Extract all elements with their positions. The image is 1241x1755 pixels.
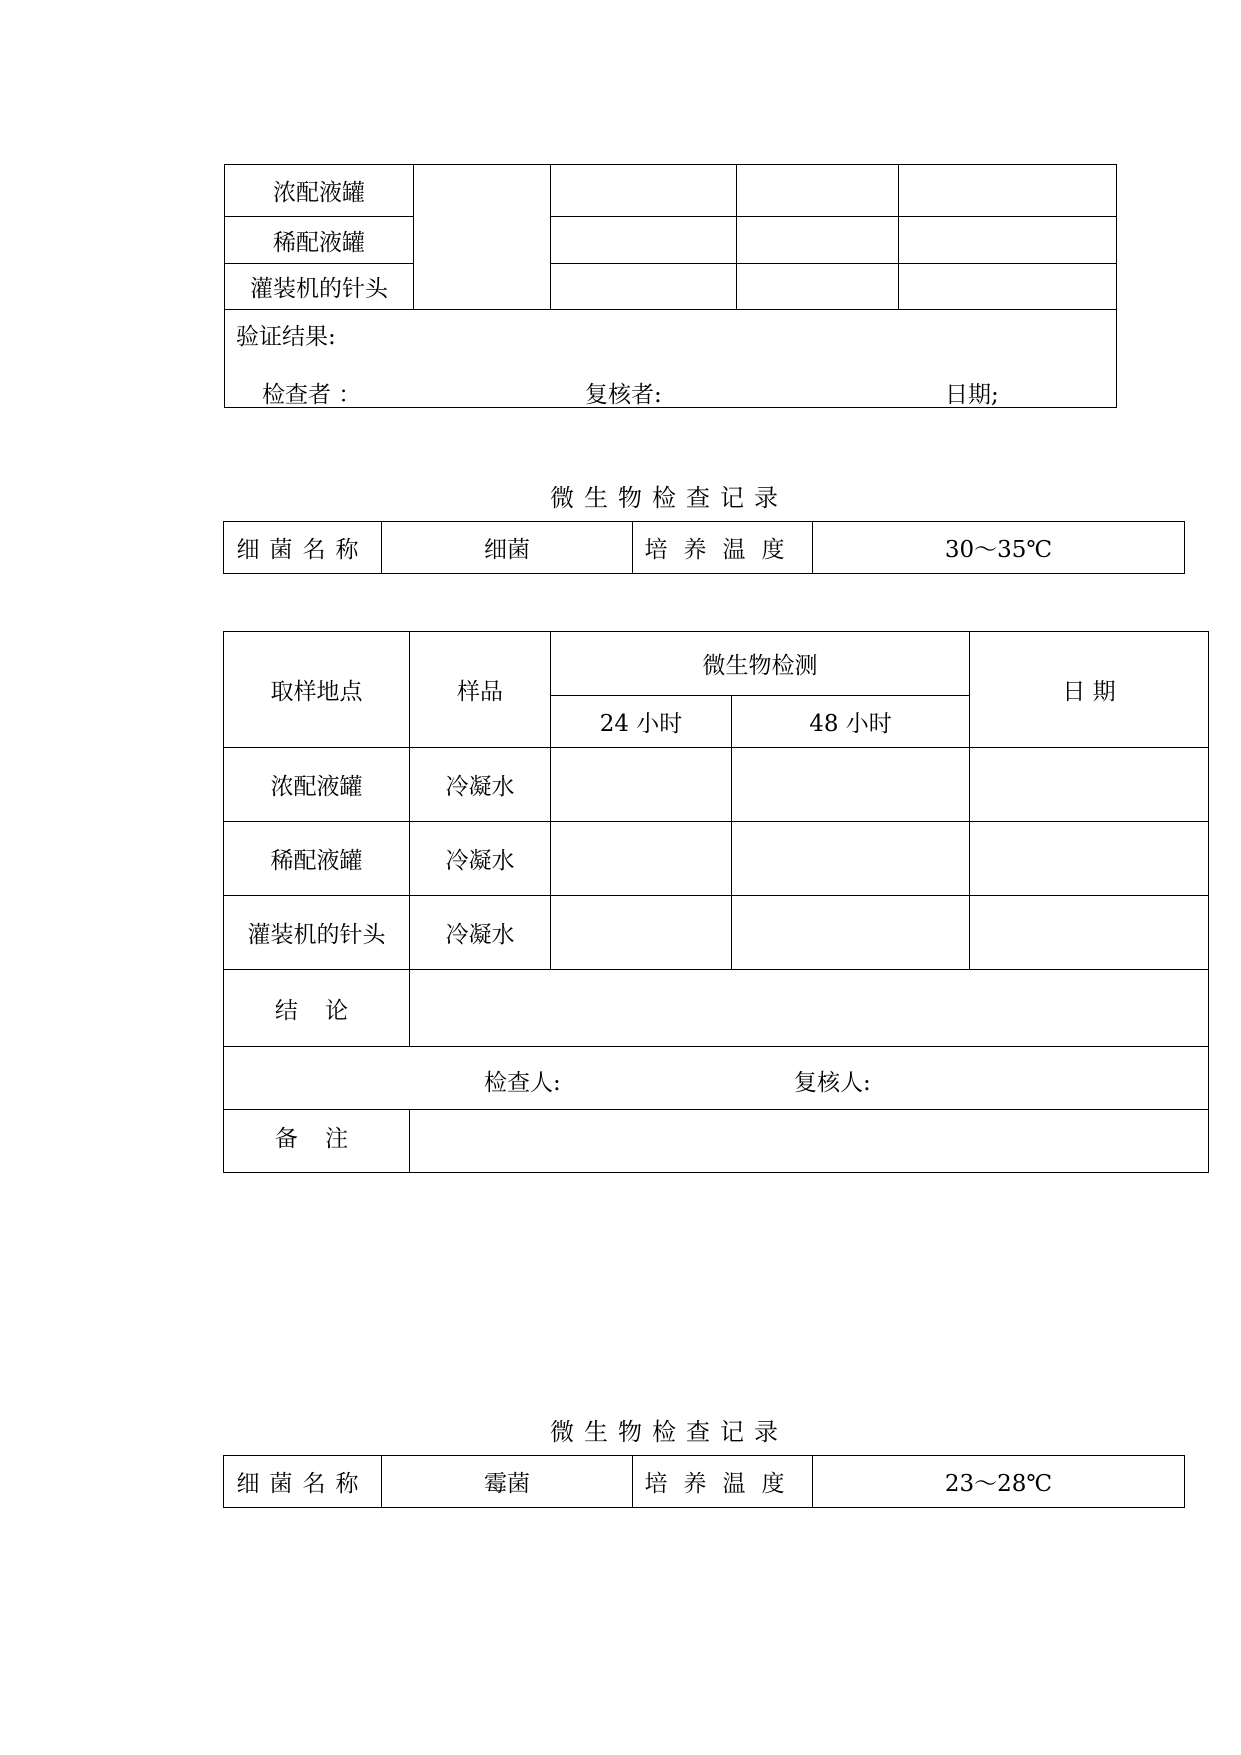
culture-temp-label: 培养温度 xyxy=(633,1456,813,1508)
remarks-value xyxy=(410,1110,1209,1173)
cell xyxy=(551,264,737,310)
cell xyxy=(970,748,1209,822)
validation-table xyxy=(224,164,1117,408)
section-title-2: 微生物检查记录 xyxy=(550,1418,788,1446)
cell xyxy=(970,822,1209,896)
row-label-1: 浓配液罐 xyxy=(225,165,414,217)
row-sample: 冷凝水 xyxy=(410,896,551,970)
section-title-1: 微生物检查记录 xyxy=(550,484,788,512)
reviewer-label: 复核者: xyxy=(585,382,662,408)
cell xyxy=(737,264,899,310)
header-location: 取样地点 xyxy=(224,632,410,748)
cell xyxy=(737,165,899,217)
cell xyxy=(732,896,970,970)
conclusion-label: 结 论 xyxy=(224,970,410,1047)
row-sample: 冷凝水 xyxy=(410,748,551,822)
cell xyxy=(551,165,737,217)
row-label-2: 稀配液罐 xyxy=(225,217,414,264)
row-location: 浓配液罐 xyxy=(224,748,410,822)
cell xyxy=(551,822,732,896)
inspector-label: 检查者 ： xyxy=(262,382,362,408)
cell xyxy=(899,217,1117,264)
cell xyxy=(551,217,737,264)
cell xyxy=(551,748,732,822)
header-24h: 24 小时 xyxy=(551,696,732,748)
cell xyxy=(970,896,1209,970)
cell xyxy=(899,264,1117,310)
culture-info-table-1 xyxy=(223,521,1185,574)
merged-cell xyxy=(414,165,551,310)
reviewer-label: 复核人: xyxy=(794,1070,871,1096)
row-sample: 冷凝水 xyxy=(410,822,551,896)
conclusion-value xyxy=(410,970,1209,1047)
culture-temp-label: 培养温度 xyxy=(633,522,813,574)
cell xyxy=(732,748,970,822)
header-sample: 样品 xyxy=(410,632,551,748)
cell xyxy=(732,822,970,896)
cell xyxy=(737,217,899,264)
bacteria-name-value: 霉菌 xyxy=(382,1456,633,1508)
row-label-3: 灌装机的针头 xyxy=(225,264,414,310)
inspector-label: 检查人: xyxy=(484,1070,561,1096)
bacteria-name-label: 细菌名称 xyxy=(224,1456,382,1508)
result-label: 验证结果: xyxy=(236,324,336,350)
header-detection: 微生物检测 xyxy=(551,632,970,696)
signature-row xyxy=(224,1047,1209,1110)
cell xyxy=(899,165,1117,217)
microbe-test-table xyxy=(223,631,1209,1173)
cell xyxy=(551,896,732,970)
culture-temp-value: 23～28℃ xyxy=(813,1456,1185,1508)
remarks-label: 备 注 xyxy=(224,1110,410,1173)
header-date: 日 期 xyxy=(970,632,1209,748)
bacteria-name-label: 细菌名称 xyxy=(224,522,382,574)
header-48h: 48 小时 xyxy=(732,696,970,748)
culture-info-table-2 xyxy=(223,1455,1185,1508)
result-cell xyxy=(225,310,1117,408)
date-label: 日期; xyxy=(945,382,999,408)
culture-temp-value: 30～35℃ xyxy=(813,522,1185,574)
bacteria-name-value: 细菌 xyxy=(382,522,633,574)
row-location: 灌装机的针头 xyxy=(224,896,410,970)
row-location: 稀配液罐 xyxy=(224,822,410,896)
